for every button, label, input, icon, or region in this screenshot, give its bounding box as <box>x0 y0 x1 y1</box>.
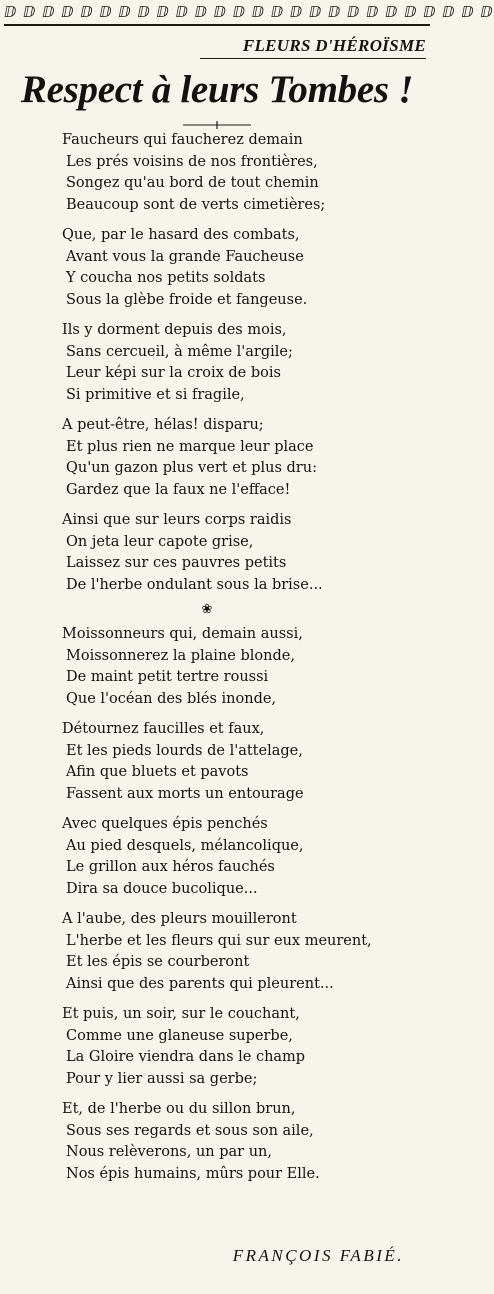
poem-line: Ils y dorment depuis des mois, <box>62 322 287 338</box>
poem-line: Sans cercueil, à même l'argile; <box>66 343 293 360</box>
poem-line: Beaucoup sont de verts cimetières; <box>66 196 326 213</box>
poem-line: Le grillon aux héros fauchés <box>66 859 275 875</box>
poem-line: Moissonnerez la plaine blonde, <box>66 647 295 664</box>
rubric-underline <box>200 58 426 59</box>
poem-line: Gardez que la faux ne l'efface! <box>66 481 291 498</box>
poem-line: A l'aube, des pleurs mouilleront <box>62 911 297 927</box>
poem-line: Ainsi que des parents qui pleurent... <box>66 975 334 992</box>
poem-line: Fassent aux morts un entourage <box>66 785 304 802</box>
poem-line: Moissonneurs qui, demain aussi, <box>62 626 303 642</box>
poem-line: Laissez sur ces pauvres petits <box>66 555 287 571</box>
stanza-separator: ❀ <box>201 602 213 617</box>
poem-line: Dira sa douce bucolique... <box>66 880 258 897</box>
poem-line: Sous la glèbe froide et fangeuse. <box>66 291 308 308</box>
poem-line: A peut-être, hélas! disparu; <box>62 417 264 433</box>
poem-line: La Gloire viendra dans le champ <box>66 1049 306 1065</box>
poem-line: De l'herbe ondulant sous la brise... <box>66 576 323 593</box>
author-signature: FRANÇOIS FABIÉ. <box>232 1246 404 1265</box>
poem-line: Sous ses regards et sous son aile, <box>66 1122 314 1139</box>
poem-line: Avant vous la grande Faucheuse <box>66 248 304 265</box>
poem-line: Afin que bluets et pavots <box>66 764 249 780</box>
stanza <box>62 415 422 501</box>
ornamental-border: ⅅ ⅅ ⅅ ⅅ ⅅ ⅅ ⅅ ⅅ ⅅ ⅅ ⅅ ⅅ ⅅ ⅅ ⅅ ⅅ ⅅ ⅅ ⅅ ⅅ ⅅ ⅅ ⅅ ⅅ ⅅ ⅅ <box>4 3 494 21</box>
poem-line: Pour y lier aussi sa gerbe; <box>66 1070 258 1087</box>
poem-line: Si primitive et si fragile, <box>66 386 245 403</box>
poem-line: Et plus rien ne marque leur place <box>66 438 314 455</box>
stanza <box>62 1004 422 1090</box>
poem-line: Détournez faucilles et faux, <box>62 721 265 737</box>
poem-line: On jeta leur capote grise, <box>66 533 254 550</box>
stanza <box>62 320 422 406</box>
poem-line: Y coucha nos petits soldats <box>66 270 266 286</box>
stanza <box>62 719 422 805</box>
stanza <box>62 814 422 900</box>
poem-line: Que, par le hasard des combats, <box>62 227 300 243</box>
poem-line: Avec quelques épis penchés <box>62 816 268 832</box>
poem-line: Et les pieds lourds de l'attelage, <box>66 742 303 759</box>
poem-line: Ainsi que sur leurs corps raidis <box>62 512 292 528</box>
stanza <box>62 909 422 995</box>
poem-line: Comme une glaneuse superbe, <box>66 1027 293 1044</box>
stanza <box>62 510 422 596</box>
poem-line: Et, de l'herbe ou du sillon brun, <box>62 1101 296 1117</box>
stanza <box>62 225 422 311</box>
poem-line: Que l'océan des blés inonde, <box>66 690 277 707</box>
poem-line: Au pied desquels, mélancolique, <box>66 837 304 854</box>
poem-line: Songez qu'au bord de tout chemin <box>66 175 319 191</box>
poem-line: Qu'un gazon plus vert et plus dru: <box>66 460 317 476</box>
section-rubric: FLEURS D'HÉROÏSME <box>242 36 426 55</box>
poem-title: Respect à leurs Tombes ! <box>20 68 414 111</box>
poem-line: De maint petit tertre roussi <box>66 669 269 685</box>
border-rule <box>4 24 430 26</box>
poem-line: Faucheurs qui faucherez demain <box>62 132 303 148</box>
poem-body <box>62 130 422 1194</box>
stanza <box>62 624 422 710</box>
poem-line: Et puis, un soir, sur le couchant, <box>62 1006 300 1022</box>
poem-line: Nous relèverons, un par un, <box>66 1144 273 1160</box>
poem-line: Leur képi sur la croix de bois <box>66 365 281 381</box>
poem-line: L'herbe et les fleurs qui sur eux meurent, <box>66 932 372 949</box>
title-flourish <box>183 120 251 130</box>
stanza <box>62 130 422 216</box>
poem-line: Nos épis humains, mûrs pour Elle. <box>66 1165 320 1182</box>
poem-line: Et les épis se courberont <box>66 954 250 970</box>
poem-line: Les prés voisins de nos frontières, <box>66 153 318 170</box>
stanza <box>62 1099 422 1185</box>
